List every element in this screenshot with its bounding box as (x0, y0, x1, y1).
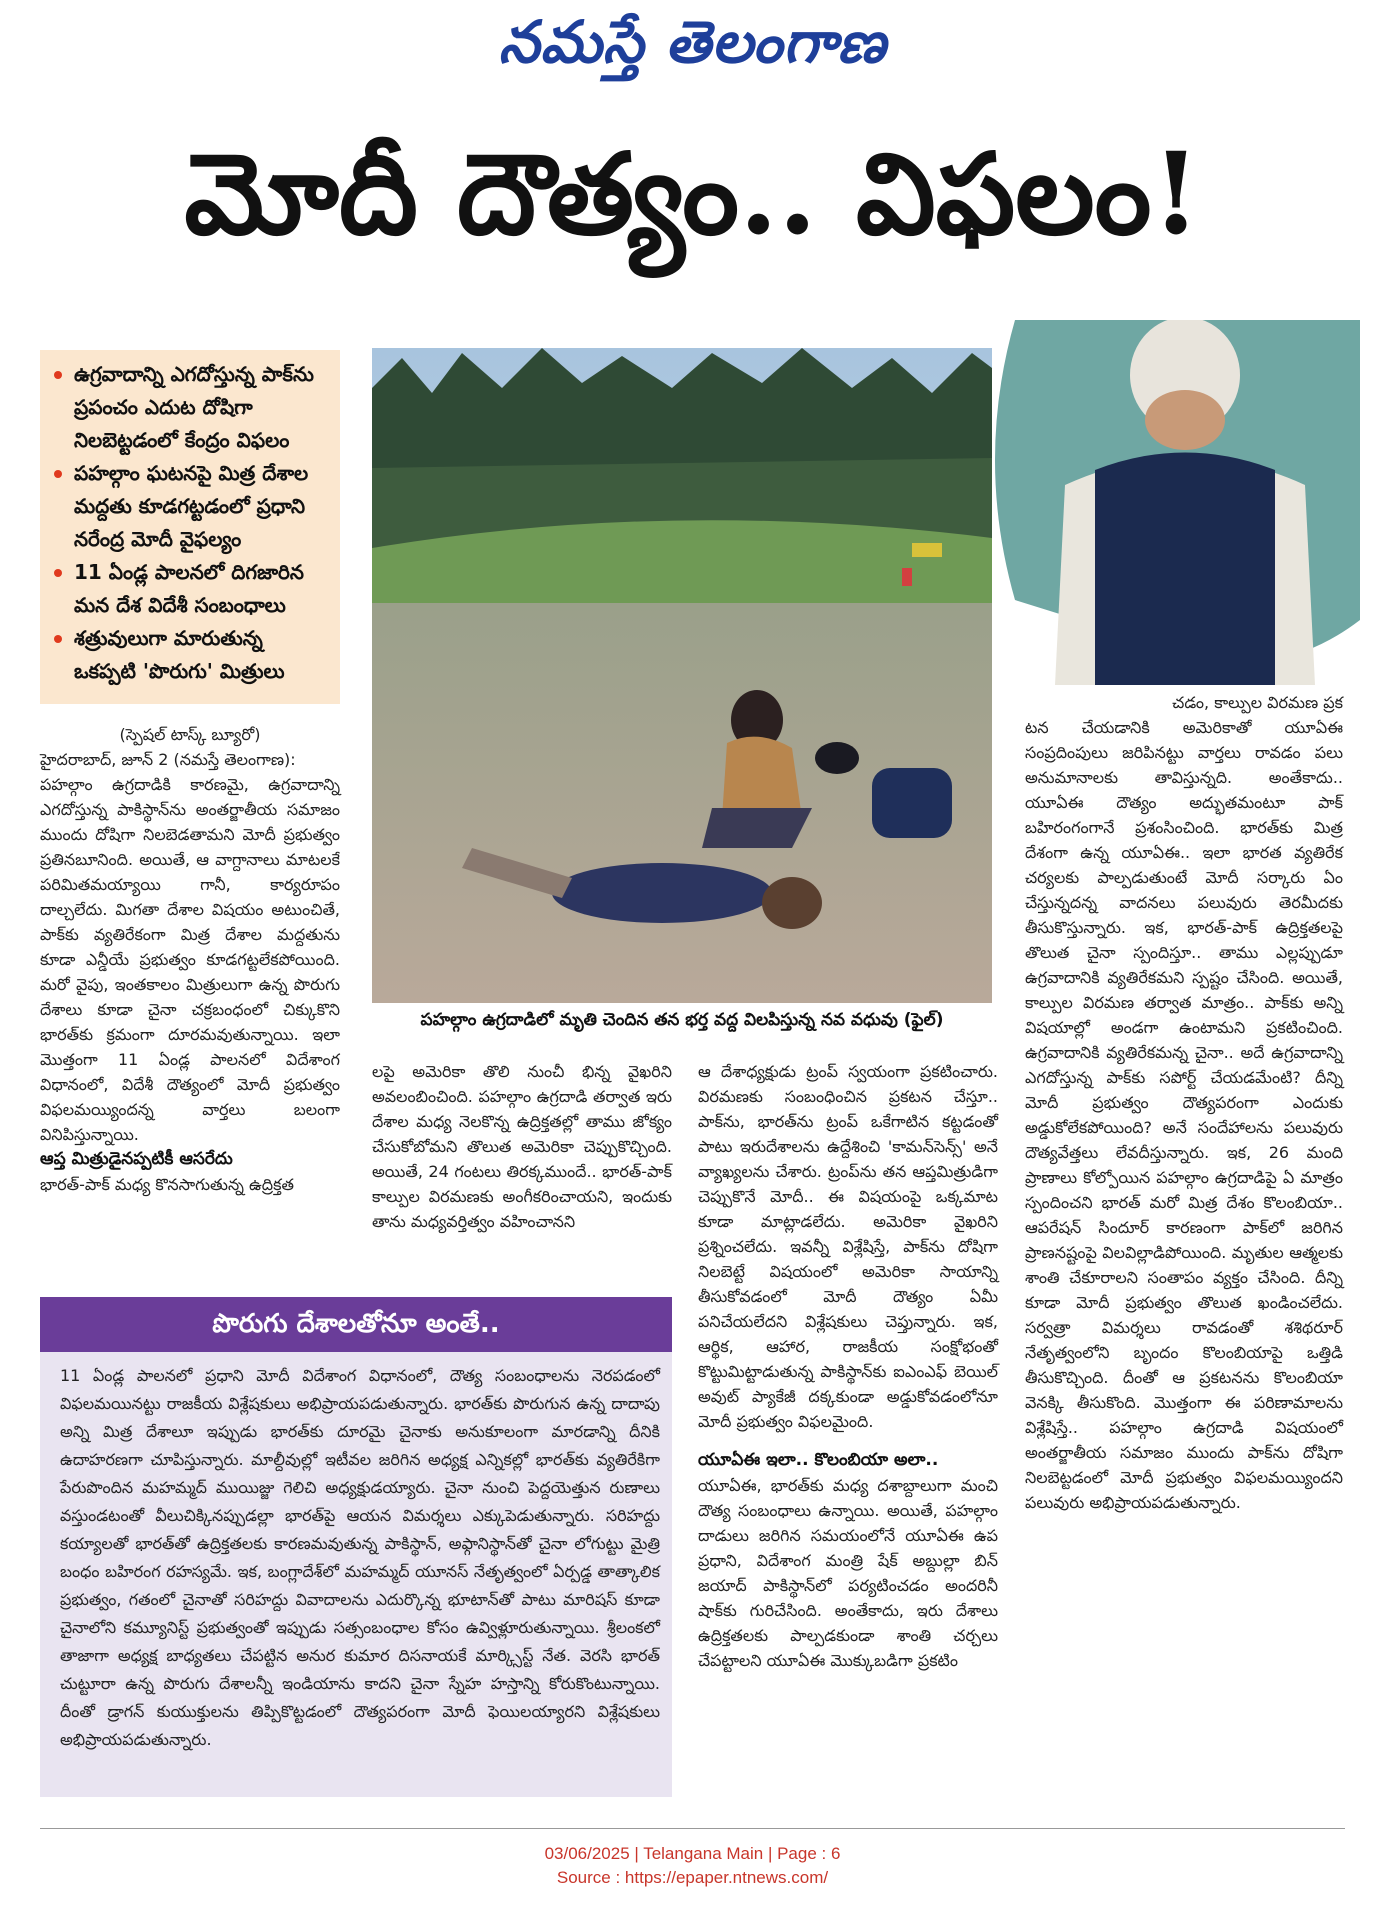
section-subhead: ఆప్త మిత్రుడైనప్పటికీ ఆసరేదు (40, 1149, 233, 1169)
article-paragraph: చడం, కాల్పుల విరమణ ప్రక (1172, 693, 1343, 712)
article-column-1 (40, 722, 340, 1197)
footer-edition-info: 03/06/2025 | Telangana Main | Page : 6 (544, 1844, 841, 1863)
bullet-dot-icon (54, 635, 62, 643)
article-column-2 (372, 1059, 672, 1234)
sidebar-body: 11 ఏండ్ల పాలనలో ప్రధాని మోదీ విదేశాంగ విధానంలో, దౌత్య సంబంధాలను నెరపడంలో విఫలమయినట్టు రాజకీయ విశ్లేషకులు అభిప్రాయపడుతున్నారు. భారత్‌కు పొరుగున ఉన్న దాదాపు అన్ని మిత్ర దేశాలూ ఇప్పుడు భారత్‌కు దూరమై చైనాకు అనుకూలంగా మారడాన్ని దీనికి ఉదాహరణగా చూపిస్తున్నారు. మాల్దీవుల్లో ఇటీవల జరిగిన అధ్యక్ష ఎన్నికల్లో భారత్‌కు వ్యతిరేకిగా పేరుపొందిన మహమ్మద్ ముయిజ్జు గెలిచి అధ్యక్షుడయ్యారు. చైనా నుంచి పెద్దయెత్తున రుణాలు వస్తుండటంతో వీలుచిక్కినప్పుడల్లా భారత్‌పై ఆయన విమర్శలు ఎక్కుపెడుతున్నారు. సరిహద్దు కయ్యాలతో భారత్‌తో ఉద్రిక్తతలకు కారణమవుతున్న పాకిస్థాన్, అఫ్గానిస్థాన్‌తో చైనా లోగుట్టు మైత్రి బంధం బహిరంగ రహస్యమే. ఇక, బంగ్లాదేశ్‌లో మహమ్మద్ యూనస్ నేతృత్వంలో ఏర్పడ్డ తాత్కాలిక ప్రభుత్వం, గతంలో చైనాతో సరిహద్దు వివాదాలను ఎదుర్కొన్న భూటాన్‌తో పాటు మారిషస్ కూడా చైనాలోని కమ్యూనిస్ట్ ప్రభుత్వంతో ఇప్పుడు సత్సంబంధాల కోసం ఉవ్విళ్లూరుతున్నాయి. శ్రీలంకలో తాజాగా అధ్యక్ష బాధ్యతలు చేపట్టిన అనుర కుమార దిసనాయకే మార్క్సిస్ట్ నేత. వెరసి భారత్ చుట్టూరా ఉన్న పొరుగు దేశాలన్నీ ఇండియాను కాదని చైనా స్నేహ హస్తాన్ని కోరుకొంటున్నాయి. దీంతో డ్రాగన్ కుయుక్తులను తిప్పికొట్టడంలో దౌత్యపరంగా మోదీ ఫెయిలయ్యారని విశ్లేషకులు అభిప్రాయపడుతున్నారు. (60, 1366, 660, 1749)
article-column-3 (698, 1059, 998, 1673)
dateline: హైదరాబాద్, జూన్ 2 (నమస్తే తెలంగాణ): (40, 750, 296, 769)
highlights-box (40, 350, 340, 704)
newspaper-masthead: నమస్తే తెలంగాణ (498, 8, 887, 76)
byline: (స్పెషల్ టాస్క్ బ్యూరో) (119, 725, 261, 744)
article-paragraph: పహల్గాం ఉగ్రదాడికి కారణమై, ఉగ్రవాదాన్ని ఎగదోస్తున్న పాకిస్థాన్‌ను అంతర్జాతీయ సమాజం ముందు దోషిగా నిలబెడతామని మోదీ ప్రభుత్వం ప్రతినబూనింది. అయితే, ఆ వాగ్దానాలు మాటలకే పరిమితమయ్యాయి గానీ, కార్యరూపం దాల్చలేదు. మిగతా దేశాల విషయం అటుంచితే, పాక్‌కు వ్యతిరేకంగా మిత్ర దేశాల మద్దతును కూడా ఎన్డీయే ప్రభుత్వం కూడగట్టలేకపోయింది. మరో వైపు, ఇంతకాలం మిత్రులుగా ఉన్న పొరుగు దేశాలు కూడా చైనా చక్రబంధంలో చిక్కుకొని భారత్‌కు క్రమంగా దూరమవుతున్నాయి. ఇలా మొత్తంగా 11 ఏండ్ల పాలనలో విదేశాంగ విధానంలో, విదేశీ దౌత్యంలో మోదీ ప్రభుత్వం విఫలమయ్యిందన్న వార్తలు బలంగా వినిపిస్తున్నాయి. (40, 775, 340, 1144)
article-paragraph: యూఏఈ, భారత్‌కు మధ్య దశాబ్దాలుగా మంచి దౌత్య సంబంధాలు ఉన్నాయి. అయితే, పహల్గాం దాడులు జరిగిన సమయంలోనే యూఏఈ ఉప ప్రధాని, విదేశాంగ మంత్రి షేక్ అబ్దుల్లా బిన్ జయాద్ పాకిస్థాన్‌లో పర్యటించడం అందరినీ షాక్‌కు గురిచేసింది. అంతేకాదు, ఇరు దేశాలు ఉద్రిక్తతలకు పాల్పడకుండా శాంతి చర్చలు చేపట్టాలని యూఏఈ మొక్కుబడిగా ప్రకటిం (698, 1476, 998, 1670)
bullet-dot-icon (54, 371, 62, 379)
section-subhead: యూఏఈ ఇలా.. కొలంబియా అలా.. (698, 1450, 939, 1470)
page-footer (0, 1842, 1385, 1890)
pahalgam-photo-illustration (372, 348, 992, 1003)
article-paragraph: టన చేయడానికి అమెరికాతో యూఏఈ సంప్రదింపులు జరిపినట్టు వార్తలు రావడం పలు అనుమానాలకు తావిస్తున్నది. అంతేకాదు.. యూఏఈ దౌత్యం అద్భుతమంటూ పాక్ బహిరంగంగానే ప్రశంసించింది. భారత్‌కు మిత్ర దేశంగా ఉన్న యూఏఈ.. ఇలా భారత వ్యతిరేక చర్యలకు పాల్పడుతుంటే మోదీ సర్కారు ఏం చేస్తున్నదన్న వాదనలు పలువురు తెరమీదకు తీసుకొస్తున్నారు. ఇక, భారత్-పాక్ ఉద్రిక్తతలపై తొలుత చైనా స్పందిస్తూ.. తాము ఎల్లప్పుడూ ఉగ్రవాదానికి వ్యతిరేకమని స్పష్టం చేసింది. అయితే, కాల్పుల విరమణ తర్వాత మాత్రం.. పాక్‌కు అన్ని విషయాల్లో అండగా ఉంటామని ప్రకటించింది. ఉగ్రవాదానికి వ్యతిరేకమన్న చైనా.. అదే ఉగ్రవాదాన్ని ఎగదోస్తున్న పాక్‌కు సపోర్ట్ చేయడమేంటి? దీన్ని మోదీ ప్రభుత్వం దౌత్యపరంగా ఎందుకు అడ్డుకోలేకపోయింది? అనే సందేహాలను పలువురు దౌత్యవేత్తలు లేవదీస్తున్నారు. ఇక, 26 మంది ప్రాణాలు కోల్పోయిన పహల్గాం ఉగ్రదాడిపై ఏ మాత్రం స్పందించని భారత్ మరో మిత్ర దేశం కొలంబియా.. ఆపరేషన్ సిందూర్ కారణంగా పాక్‌లో జరిగిన ప్రాణనష్టంపై విలవిల్లాడిపోయింది. మృతుల ఆత్మలకు శాంతి చేకూరాలని సంతాపం వ్యక్తం చేసింది. దీన్ని కూడా మోదీ ప్రభుత్వం తొలుత ఖండించలేదు. సర్వత్రా విమర్శలు రావడంతో శశిథరూర్ నేతృత్వంలోని బృందం కొలంబియాపై ఒత్తిడి తీసుకొచ్చింది. దీంతో ఆ ప్రకటనను కొలంబియా వెనక్కి తీసుకొంది. మొత్తంగా ఈ పరిణామాలను విశ్లేషిస్తే.. పహల్గాం ఉగ్రదాడి విషయంలో అంతర్జాతీయ సమాజం ముందు పాక్‌ను దోషిగా నిలబెట్టడంలో మోదీ ప్రభుత్వం విఫలమయ్యిందని పలువురు అభిప్రాయపడుతున్నారు. (1025, 718, 1343, 1512)
bullet-dot-icon (54, 470, 62, 478)
highlight-text: 11 ఏండ్ల పాలనలో దిగజారిన మన దేశ విదేశీ సంబంధాలు (74, 560, 304, 617)
bullet-dot-icon (54, 569, 62, 577)
portrait-graphic (975, 320, 1360, 685)
footer-divider (40, 1828, 1345, 1829)
highlight-text: పహల్గాం ఘటనపై మిత్ర దేశాల మద్దతు కూడగట్టడంలో ప్రధాని నరేంద్ర మోదీ వైఫల్యం (74, 461, 309, 551)
highlight-text: శత్రువులుగా మారుతున్న ఒకప్పటి 'పొరుగు' మిత్రులు (74, 626, 285, 683)
news-photo (372, 348, 992, 1003)
page-headline: మోదీ దౌత్యం.. విఫలం! (184, 129, 1201, 260)
highlight-text: ఉగ్రవాదాన్ని ఎగదోస్తున్న పాక్‌ను ప్రపంచం ఎదుట దోషిగా నిలబెట్టడంలో కేంద్రం విఫలం (74, 362, 314, 452)
sidebar-title: పొరుగు దేశాలతోనూ అంతే.. (40, 1297, 672, 1352)
article-paragraph: లపై అమెరికా తొలి నుంచీ భిన్న వైఖరిని అవలంబించింది. పహల్గాం ఉగ్రదాడి తర్వాత ఇరు దేశాల మధ్య నెలకొన్న ఉద్రిక్తతల్లో తాము జోక్యం చేసుకోబోమని తొలుత అమెరికా చెప్పుకొచ్చింది. అయితే, 24 గంటలు తిరక్కముందే.. భారత్-పాక్ కాల్పుల విరమణకు అంగీకరించాయని, ఇందుకు తాను మధ్యవర్తిత్వం వహించానని (372, 1062, 672, 1231)
highlight-item (54, 358, 330, 457)
article-column-4 (1025, 690, 1343, 1515)
highlight-item (54, 457, 330, 556)
highlight-item (54, 622, 330, 688)
highlight-item (54, 556, 330, 622)
footer-source: Source : https://epaper.ntnews.com/ (556, 1868, 829, 1887)
person-back-view-illustration (975, 320, 1360, 685)
photo-caption: పహల్గాం ఉగ్రదాడిలో మృతి చెందిన తన భర్త వద్ద విలపిస్తున్న నవ వధువు (ఫైల్) (420, 1010, 944, 1030)
article-paragraph: భారత్-పాక్ మధ్య కొనసాగుతున్న ఉద్రిక్తత (40, 1175, 294, 1194)
article-paragraph: ఆ దేశాధ్యక్షుడు ట్రంప్ స్వయంగా ప్రకటించారు. విరమణకు సంబంధించిన ప్రకటన చేస్తూ.. పాక్‌ను, భారత్‌ను ట్రంప్ ఒకేగాటిన కట్టడంతో పాటు ఇరుదేశాలను ఉద్దేశించి 'కామన్‌సెన్స్' అనే వ్యాఖ్యలను చేశారు. ట్రంప్‌ను తన ఆప్తమిత్రుడిగా చెప్పుకొనే మోదీ.. ఈ విషయంపై ఒక్కమాట కూడా మాట్లాడలేదు. అమెరికా వైఖరిని ప్రశ్నించలేదు. ఇవన్నీ విశ్లేషిస్తే, పాక్‌ను దోషిగా నిలబెట్టే విషయంలో అమెరికా సాయాన్ని తీసుకోవడంలో మోదీ దౌత్యం ఏమీ పనిచేయలేదని విశ్లేషకులు చెప్తున్నారు. ఇక, ఆర్థిక, ఆహార, రాజకీయ సంక్షోభంతో కొట్టుమిట్టాడుతున్న పాకిస్థాన్‌కు ఐఎంఎఫ్ బెయిల్ అవుట్ ప్యాకేజీ దక్కకుండా అడ్డుకోవడంలోనూ మోదీ ప్రభుత్వం విఫలమైంది. (698, 1062, 998, 1431)
